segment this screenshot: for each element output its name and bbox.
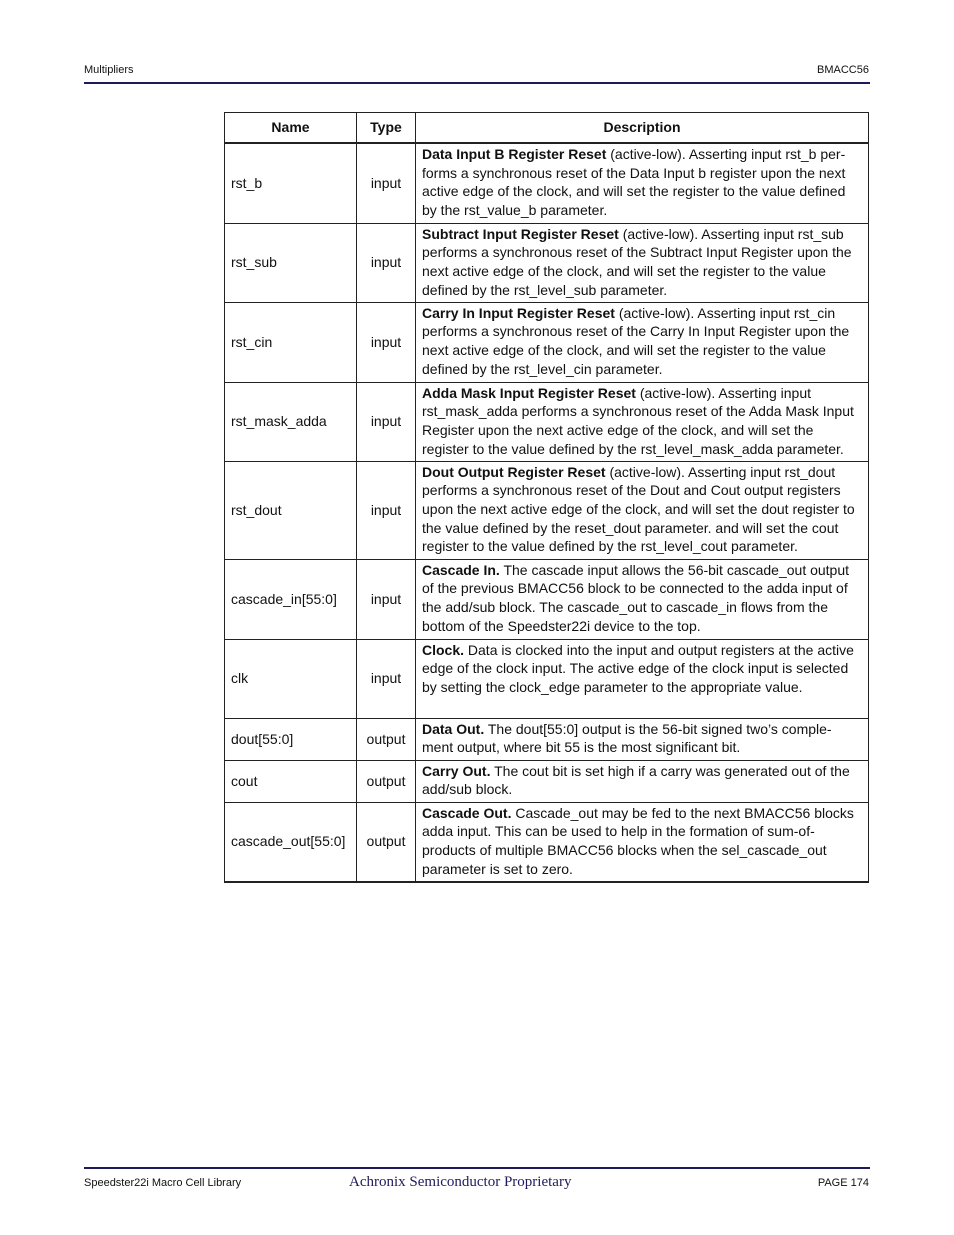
port-name: cascade_in[55:0]	[225, 559, 357, 639]
port-name: rst_mask_adda	[225, 382, 357, 461]
description-title: Carry Out.	[422, 762, 491, 779]
description-title: Data Input B Register Reset	[422, 146, 607, 162]
port-type: input	[357, 382, 416, 461]
port-description	[416, 461, 869, 559]
port-description	[416, 223, 869, 302]
description-text: Cascade_out may be fed to the next BMACC56 blocks adda input. This can be used to help in the formation of sum-of- products of multiple BMACC56 blocks when the sel_cascade_out parameter is set to zero.	[422, 804, 854, 877]
port-description	[416, 760, 869, 802]
header-section: Multipliers	[84, 64, 134, 76]
port-type: input	[357, 559, 416, 639]
table-row	[225, 760, 869, 802]
table-row	[225, 461, 869, 559]
description-title: Clock.	[422, 641, 465, 658]
table-row	[225, 639, 869, 718]
port-name: rst_b	[225, 143, 357, 223]
footer-proprietary: Achronix Semiconductor Proprietary	[349, 1174, 572, 1190]
port-name: rst_dout	[225, 461, 357, 559]
port-type: input	[357, 302, 416, 382]
port-type: input	[357, 143, 416, 223]
port-type: input	[357, 639, 416, 718]
footer-divider	[84, 1167, 870, 1169]
port-description	[416, 718, 869, 760]
header-doc-id: BMACC56	[817, 64, 869, 76]
column-header-name: Name	[225, 113, 357, 144]
description-text: (active-low). Asserting input rst_mask_adda performs a synchronous reset of the Adda Mask Input Register upon the next active edge of the clock, and will set the register to the value defined by the rst_level_mask_adda parameter.	[422, 384, 854, 457]
table-row	[225, 718, 869, 760]
description-text: (active-low). Asserting input rst_b per- forms a synchronous reset of the Data Input b register upon the next active edge of the clock, and will set the register to the value defined by the rst_value_b parameter.	[422, 146, 846, 219]
description-text: Data is clocked into the input and output registers at the active edge of the clock input. The active edge of the clock input is selected by setting the clock_edge parameter to the appropriate value.	[422, 641, 854, 695]
column-header-description: Description	[416, 113, 869, 144]
description-title: Dout Output Register Reset	[422, 463, 606, 480]
port-name: dout[55:0]	[225, 718, 357, 760]
port-name: cascade_out[55:0]	[225, 802, 357, 882]
port-name: clk	[225, 639, 357, 718]
port-type: output	[357, 802, 416, 882]
column-header-type: Type	[357, 113, 416, 144]
header-divider	[84, 82, 870, 84]
footer-library: Speedster22i Macro Cell Library	[84, 1177, 242, 1189]
description-title: Adda Mask Input Register Reset	[422, 384, 636, 401]
port-type: output	[357, 760, 416, 802]
description-text: (active-low). Asserting input rst_cin performs a synchronous reset of the Carry In Input Register upon the next active edge of the clock, and will set the register to the value defined by the rst_level_cin parameter.	[422, 304, 850, 377]
description-title: Subtract Input Register Reset	[422, 225, 619, 242]
port-description-table	[224, 112, 869, 883]
table-row	[225, 382, 869, 461]
table-header-row	[225, 113, 869, 144]
table-row	[225, 302, 869, 382]
description-text: The dout[55:0] output is the 56-bit signed two’s comple- ment output, where bit 55 is the most significant bit.	[422, 720, 832, 756]
description-text: (active-low). Asserting input rst_sub performs a synchronous reset of the Subtract Input Register upon the next active edge of the clock, and will set the register to the value defined by the rst_level_sub parameter.	[422, 225, 852, 298]
footer-page-number: PAGE 174	[817, 1177, 869, 1189]
port-description	[416, 143, 869, 223]
description-title: Data Out.	[422, 720, 485, 737]
description-title: Cascade In.	[422, 561, 500, 578]
port-description	[416, 559, 869, 639]
port-name: rst_sub	[225, 223, 357, 302]
description-text: The cout bit is set high if a carry was generated out of the add/sub block.	[422, 762, 850, 798]
description-text: The cascade input allows the 56-bit cascade_out output of the previous BMACC56 block to be connected to the adda input of the add/sub block. The cascade_out to cascade_in flows from the bottom of the Speedster22i device to the top.	[422, 561, 850, 634]
description-title: Cascade Out.	[422, 804, 512, 821]
port-type: input	[357, 223, 416, 302]
description-title: Carry In Input Register Reset	[422, 304, 615, 321]
port-name: rst_cin	[225, 302, 357, 382]
port-description	[416, 302, 869, 382]
port-description	[416, 382, 869, 461]
table-row	[225, 143, 869, 223]
port-type: input	[357, 461, 416, 559]
table-row	[225, 559, 869, 639]
port-description	[416, 802, 869, 882]
table-row	[225, 802, 869, 882]
port-name: cout	[225, 760, 357, 802]
port-type: output	[357, 718, 416, 760]
description-text: (active-low). Asserting input rst_dout performs a synchronous reset of the Dout and Cout output registers upon the next active edge of the clock, and will set the dout register to the value defined by the reset_dout parameter. and will set the cout register to the value defined by the rst_level_cout parameter.	[422, 463, 855, 555]
table-row	[225, 223, 869, 302]
port-description	[416, 639, 869, 718]
